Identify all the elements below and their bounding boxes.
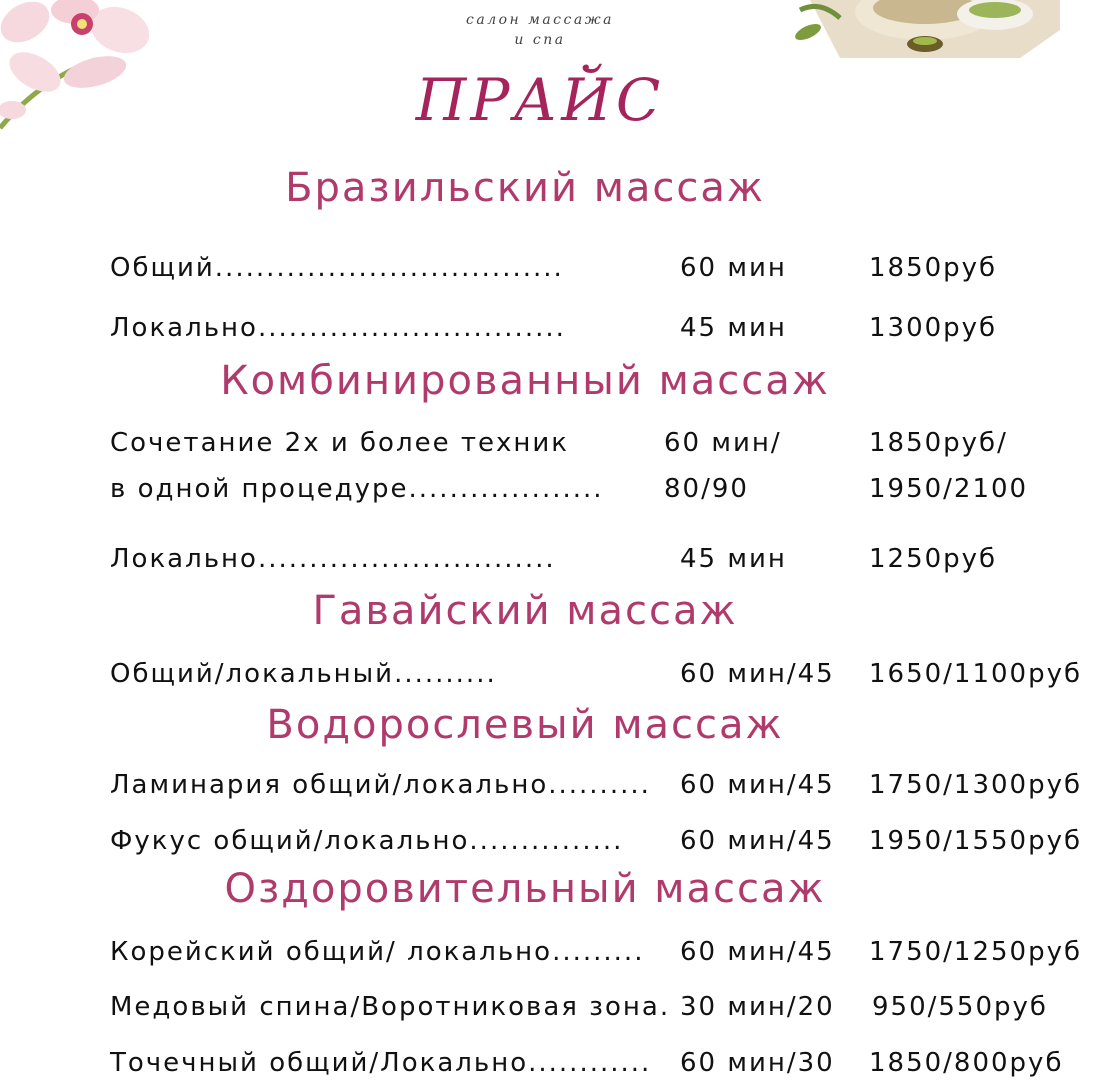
price-row <box>0 770 1099 800</box>
service-duration: 60 мин/ <box>664 428 782 458</box>
service-name: Ламинария общий/локально.......... <box>110 770 651 800</box>
service-name: Сочетание 2х и более техник <box>110 428 569 458</box>
price-row <box>0 544 1099 574</box>
service-price: 1850/800руб <box>869 1048 1064 1078</box>
spa-bowls-image <box>780 0 1060 62</box>
salon-tagline <box>430 10 650 50</box>
service-price: 1650/1100руб <box>869 659 1083 689</box>
section-heading-brazilian: Бразильский массаж <box>285 165 765 211</box>
price-row <box>0 313 1099 343</box>
service-duration: 45 мин <box>680 313 787 343</box>
service-name: Локально............................. <box>110 544 556 574</box>
service-price: 1850руб <box>869 253 998 283</box>
service-duration: 60 мин/30 <box>680 1048 835 1078</box>
service-name: Общий.................................. <box>110 253 564 283</box>
service-price: 1850руб/ <box>869 428 1008 458</box>
price-row <box>0 659 1099 689</box>
service-name: в одной процедуре................... <box>110 474 604 504</box>
price-row <box>0 992 1099 1022</box>
service-duration: 60 мин <box>680 253 787 283</box>
orchid-flower-icon <box>0 0 160 135</box>
price-row <box>0 474 1099 504</box>
service-name: Общий/локальный.......... <box>110 659 497 689</box>
price-row <box>0 937 1099 967</box>
service-name: Корейский общий/ локально......... <box>110 937 645 967</box>
service-price: 1750/1300руб <box>869 770 1083 800</box>
service-price: 1300руб <box>869 313 998 343</box>
service-name: Локально.............................. <box>110 313 566 343</box>
section-heading-seaweed: Водорослевый массаж <box>266 702 784 748</box>
service-duration: 80/90 <box>664 474 749 504</box>
salon-tagline-line1: салон массажа <box>466 12 614 28</box>
service-price: 950/550руб <box>872 992 1048 1022</box>
service-price: 1950/1550руб <box>869 826 1083 856</box>
service-name: Фукус общий/локально............... <box>110 826 624 856</box>
service-name: Медовый спина/Воротниковая зона. <box>110 992 671 1022</box>
service-duration: 30 мин/20 <box>680 992 835 1022</box>
price-row <box>0 428 1099 458</box>
section-heading-combined: Комбинированный массаж <box>220 358 830 404</box>
service-duration: 45 мин <box>680 544 787 574</box>
page-title: ПРАЙС <box>415 66 665 134</box>
service-price: 1950/2100 <box>869 474 1029 504</box>
price-row <box>0 826 1099 856</box>
service-price: 1750/1250руб <box>869 937 1083 967</box>
section-heading-wellness: Оздоровительный массаж <box>224 866 826 912</box>
service-duration: 60 мин/45 <box>680 937 835 967</box>
service-duration: 60 мин/45 <box>680 826 835 856</box>
service-name: Точечный общий/Локально............ <box>110 1048 652 1078</box>
price-row <box>0 253 1099 283</box>
service-price: 1250руб <box>869 544 998 574</box>
section-heading-hawaiian: Гавайский массаж <box>312 588 738 634</box>
service-duration: 60 мин/45 <box>680 659 835 689</box>
service-duration: 60 мин/45 <box>680 770 835 800</box>
price-row <box>0 1048 1099 1078</box>
salon-tagline-line2: и спа <box>514 32 566 48</box>
